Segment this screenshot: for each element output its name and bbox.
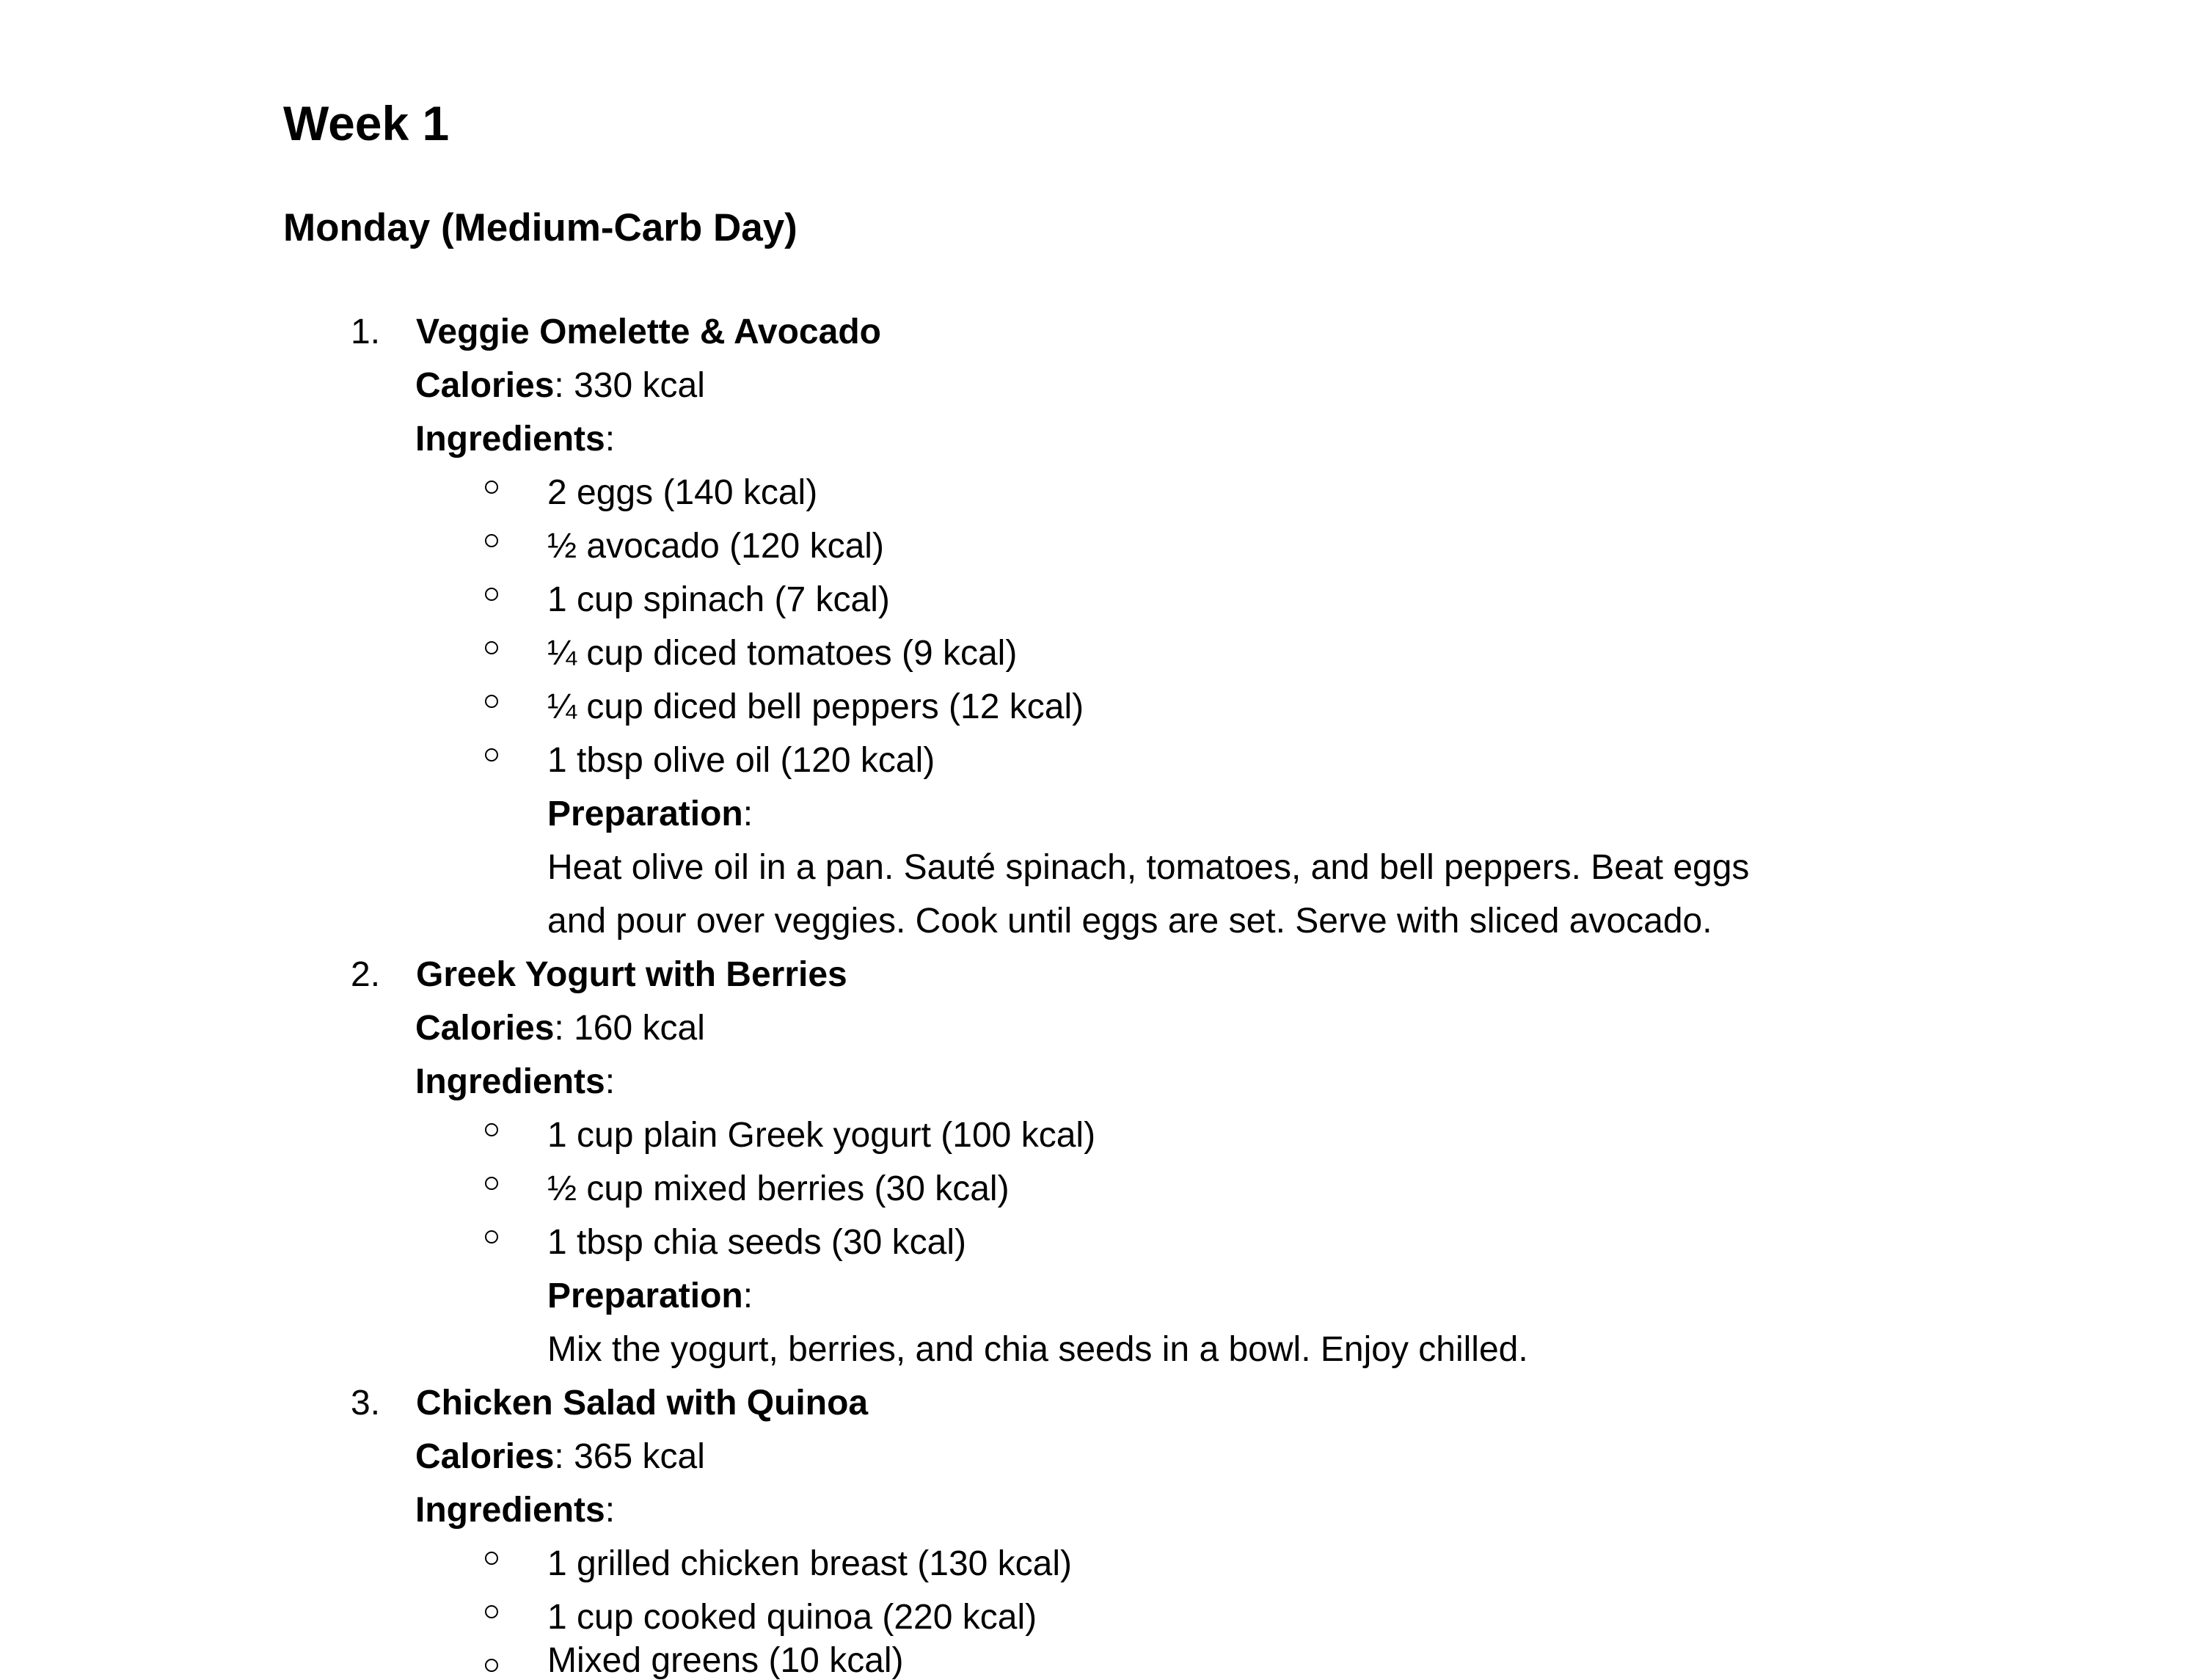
hollow-bullet-icon — [485, 1123, 498, 1136]
preparation-text: Mix the yogurt, berries, and chia seeds in a bowl. Enjoy chilled. — [547, 1330, 1528, 1369]
hollow-bullet-icon — [485, 588, 498, 601]
colon: : — [554, 1437, 564, 1476]
calories-value: 365 kcal — [574, 1437, 705, 1476]
meal-number: 3. — [351, 1384, 381, 1422]
ingredient-item: 1 grilled chicken breast (130 kcal) — [547, 1544, 1073, 1583]
preparation-text: Heat olive oil in a pan. Sauté spinach, tomatoes, and bell peppers. Beat eggs — [547, 848, 1750, 887]
hollow-bullet-icon — [485, 1230, 498, 1243]
meal-title: Chicken Salad with Quinoa — [416, 1384, 869, 1422]
meal-number: 1. — [351, 313, 381, 351]
calories-value: 330 kcal — [574, 366, 705, 405]
hollow-bullet-icon — [485, 481, 498, 494]
hollow-bullet-icon — [485, 748, 498, 762]
ingredient-item: 1 tbsp chia seeds (30 kcal) — [547, 1223, 966, 1262]
calories-label: Calories — [415, 1009, 555, 1048]
ingredient-item: 1 cup cooked quinoa (220 kcal) — [547, 1598, 1037, 1637]
ingredient-item: 2 eggs (140 kcal) — [547, 473, 818, 512]
calories-line — [415, 368, 705, 403]
meal-title: Veggie Omelette & Avocado — [416, 313, 881, 351]
ingredients-label: Ingredients — [415, 1062, 605, 1101]
ingredient-item: ½ avocado (120 kcal) — [547, 527, 884, 566]
meal-title: Greek Yogurt with Berries — [416, 955, 847, 994]
ingredients-line — [415, 1493, 615, 1528]
preparation-text: and pour over veggies. Cook until eggs are set. Serve with sliced avocado. — [547, 902, 1712, 941]
meal-number: 2. — [351, 955, 381, 994]
day-heading: Monday (Medium-Carb Day) — [283, 206, 797, 249]
ingredient-item: ¼ cup diced bell peppers (12 kcal) — [547, 687, 1084, 726]
ingredients-label: Ingredients — [415, 1491, 605, 1530]
hollow-bullet-icon — [485, 534, 498, 547]
ingredient-item: ½ cup mixed berries (30 kcal) — [547, 1169, 1010, 1208]
calories-label: Calories — [415, 366, 555, 405]
hollow-bullet-icon — [485, 1605, 498, 1618]
hollow-bullet-icon — [485, 1552, 498, 1565]
hollow-bullet-icon — [485, 695, 498, 708]
colon: : — [554, 1009, 564, 1048]
colon: : — [605, 1062, 616, 1101]
hollow-bullet-icon — [485, 1659, 498, 1672]
ingredient-item: Mixed greens (10 kcal) — [547, 1641, 904, 1680]
preparation-label: Preparation — [547, 795, 743, 833]
calories-label: Calories — [415, 1437, 555, 1476]
week-heading: Week 1 — [283, 96, 450, 150]
calories-line — [415, 1011, 705, 1046]
ingredient-item: 1 tbsp olive oil (120 kcal) — [547, 741, 935, 780]
ingredient-item: ¼ cup diced tomatoes (9 kcal) — [547, 634, 1018, 673]
hollow-bullet-icon — [485, 1177, 498, 1190]
hollow-bullet-icon — [485, 641, 498, 654]
ingredients-line — [415, 422, 615, 457]
calories-value: 160 kcal — [574, 1009, 705, 1048]
preparation-label: Preparation — [547, 1277, 743, 1315]
preparation-line — [547, 1279, 753, 1314]
colon: : — [742, 795, 753, 833]
calories-line — [415, 1439, 705, 1475]
colon: : — [605, 420, 616, 459]
colon: : — [554, 366, 564, 405]
ingredients-label: Ingredients — [415, 420, 605, 459]
preparation-line — [547, 797, 753, 832]
ingredient-item: 1 cup spinach (7 kcal) — [547, 580, 890, 619]
ingredient-item: 1 cup plain Greek yogurt (100 kcal) — [547, 1116, 1096, 1155]
colon: : — [605, 1491, 616, 1530]
ingredients-line — [415, 1064, 615, 1100]
colon: : — [742, 1277, 753, 1315]
